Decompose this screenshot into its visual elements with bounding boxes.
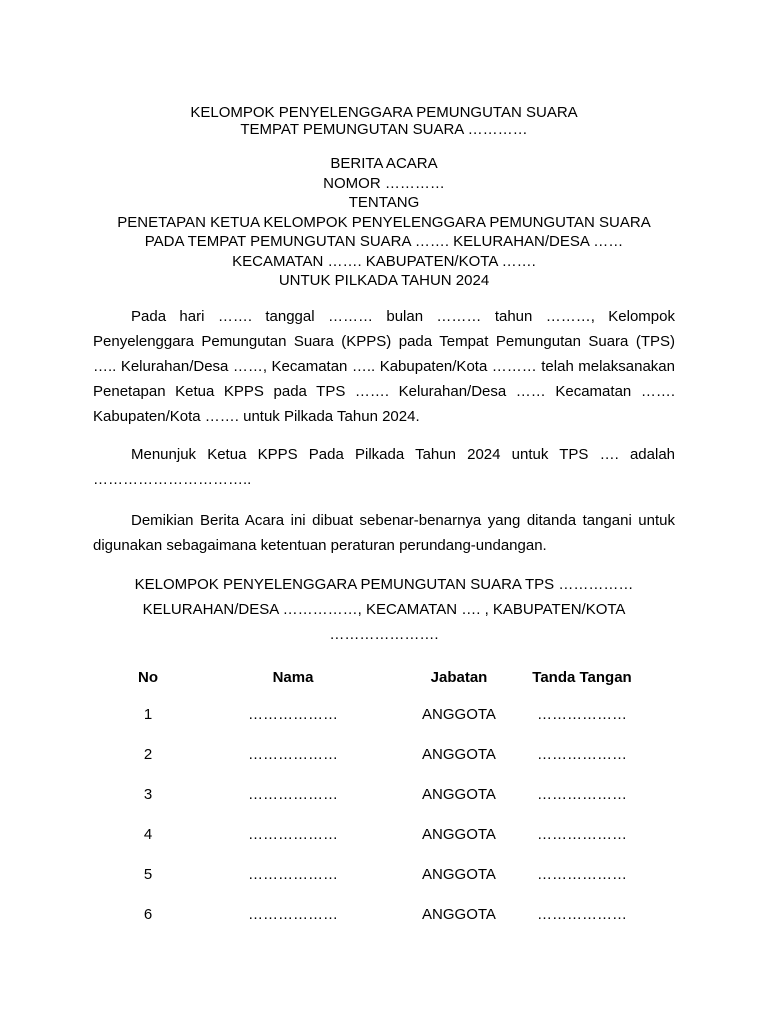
cell-jabatan: ANGGOTA: [422, 825, 496, 843]
header-line-1: KELOMPOK PENYELENGGARA PEMUNGUTAN SUARA: [190, 104, 578, 121]
kpps-line-1: KELOMPOK PENYELENGGARA PEMUNGUTAN SUARA TPS ……………: [134, 576, 634, 593]
member-table: [100, 660, 636, 934]
table-row: [100, 814, 636, 854]
cell-jabatan: ANGGOTA: [422, 785, 496, 803]
header-line-2: TEMPAT PEMUNGUTAN SUARA …………: [240, 121, 528, 138]
table-row: [100, 774, 636, 814]
kpps-line-2: KELURAHAN/DESA ……………, KECAMATAN …. , KABUPATEN/KOTA: [142, 601, 626, 618]
cell-no: 1: [143, 705, 153, 723]
header-no: No: [138, 668, 158, 686]
paragraph-appointment: Menunjuk Ketua KPPS Pada Pilkada Tahun 2024 untuk TPS …. adalah …………………………..: [93, 446, 675, 488]
cell-ttd: ………………: [537, 905, 627, 923]
member-table-wrapper: [100, 660, 680, 934]
title-line-4: PENETAPAN KETUA KELOMPOK PENYELENGGARA PEMUNGUTAN SUARA: [117, 213, 651, 231]
table-row: [100, 894, 636, 934]
cell-jabatan: ANGGOTA: [422, 705, 496, 723]
table-header-row: [100, 660, 636, 694]
title-line-7: UNTUK PILKADA TAHUN 2024: [278, 272, 490, 289]
kpps-line-3: ………………….: [329, 626, 439, 643]
header-jabatan: Jabatan: [430, 668, 488, 686]
title-nomor: NOMOR …………: [323, 174, 445, 192]
cell-nama: ………………: [248, 705, 338, 723]
document-header: [0, 104, 768, 138]
header-nama: Nama: [272, 668, 314, 686]
table-row: [100, 854, 636, 894]
kpps-block: [0, 572, 768, 647]
cell-ttd: ………………: [537, 785, 627, 803]
cell-jabatan: ANGGOTA: [422, 905, 496, 923]
cell-no: 3: [143, 785, 153, 803]
cell-no: 4: [143, 825, 153, 843]
table-row: [100, 734, 636, 774]
cell-nama: ………………: [248, 785, 338, 803]
cell-ttd: ………………: [537, 705, 627, 723]
title-line-5: PADA TEMPAT PEMUNGUTAN SUARA ……. KELURAHAN/DESA ……: [144, 233, 624, 250]
cell-ttd: ………………: [537, 745, 627, 763]
title-tentang: TENTANG: [348, 194, 420, 211]
cell-jabatan: ANGGOTA: [422, 745, 496, 763]
table-row: [100, 694, 636, 734]
cell-no: 6: [143, 905, 153, 923]
cell-ttd: ………………: [537, 865, 627, 883]
cell-nama: ………………: [248, 745, 338, 763]
cell-ttd: ………………: [537, 825, 627, 843]
paragraph-closing: Demikian Berita Acara ini dibuat sebenar-benarnya yang ditanda tangani untuk digunakan sebagaimana ketentuan peraturan perundang-undangan.: [93, 512, 675, 554]
cell-no: 5: [143, 865, 153, 883]
cell-nama: ………………: [248, 905, 338, 923]
title-line-6: KECAMATAN ……. KABUPATEN/KOTA …….: [232, 252, 536, 270]
cell-nama: ………………: [248, 865, 338, 883]
cell-jabatan: ANGGOTA: [422, 865, 496, 883]
cell-no: 2: [143, 745, 153, 763]
paragraph-opening: Pada hari ……. tanggal ……… bulan ……… tahun ………, Kelompok Penyelenggara Pemungutan Suara (KPPS) pada Tempat Pemungutan Suara (TPS) ….. Kelurahan/Desa ……, Kecamatan ….. Kabupaten/Kota ……… telah melaksanakan Penetapan Ketua KPPS pada TPS ……. Kelurahan/Desa …… Kecamatan ……. Kabupaten/Kota ……. untuk Pilkada Tahun 2024.: [93, 308, 675, 425]
title-berita-acara: BERITA ACARA: [330, 155, 438, 172]
title-block: [0, 154, 768, 291]
header-tanda-tangan: Tanda Tangan: [532, 668, 632, 686]
cell-nama: ………………: [248, 825, 338, 843]
